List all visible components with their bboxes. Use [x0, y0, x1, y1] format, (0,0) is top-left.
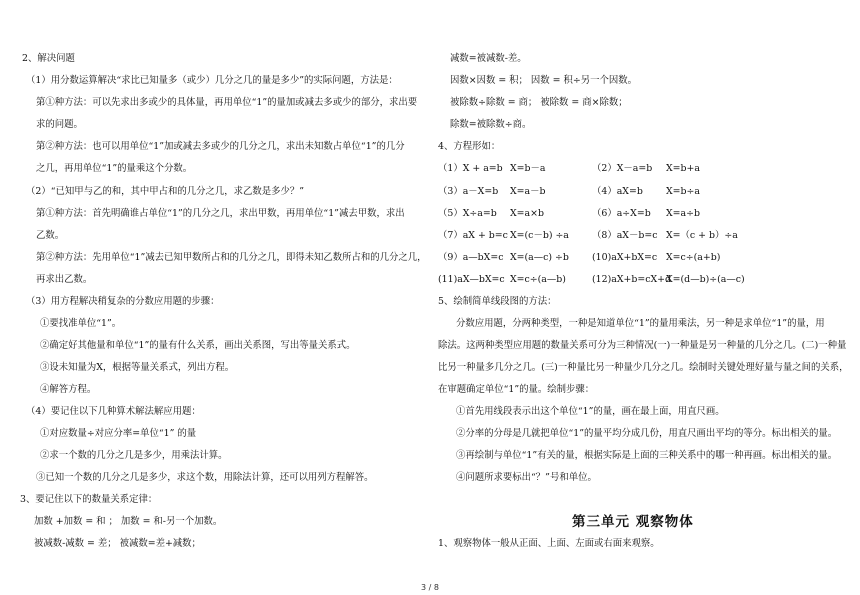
- text-line: ②分率的分母是几就把单位“1”的量平均分成几份，用直尺画出平均的等分。标出相关的量。: [456, 428, 838, 439]
- equation-cell: X=(a—c) ÷b: [510, 252, 569, 263]
- text-line: 之几，再用单位“1”的量乘这个分数。: [36, 163, 193, 174]
- text-line: （4）要记住以下几种算术解法解应用题：: [26, 406, 201, 417]
- text-line: ④问题所求要标出“？”号和单位。: [456, 472, 597, 483]
- text-line: ④解答方程。: [40, 384, 97, 395]
- text-line: ③设未知量为X，根据等量关系式，列出方程。: [40, 362, 235, 373]
- text-line: 分数应用题，分两种类型，一种是知道单位“1”的量用乘法，另一种是求单位“1”的量，用: [456, 318, 825, 329]
- equation-cell: X=b－a: [510, 163, 546, 174]
- text-line: 1、观察物体一般从正面、上面、左面或右面来观察。: [438, 538, 660, 549]
- equation-cell: X=b+a: [666, 163, 700, 174]
- text-line: 再求出乙数。: [36, 274, 93, 285]
- text-line: ①首先用线段表示出这个单位“1”的量，画在最上面，用直尺画。: [456, 406, 725, 417]
- equation-cell: （9）a—bX=c: [438, 252, 504, 263]
- equation-cell: X=a×b: [510, 208, 544, 219]
- equation-cell: X=a÷b: [666, 208, 700, 219]
- equation-cell: （1）X + a=b: [438, 163, 503, 174]
- equation-cell: X=(d—b)÷(a—c): [666, 274, 745, 285]
- equation-cell: （8）aX－b=c: [592, 230, 658, 241]
- equation-cell: (12)aX+b=cX+d: [592, 274, 672, 285]
- text-line: ①要找准单位“1”。: [40, 318, 122, 329]
- text-line: 2、解决问题: [22, 53, 75, 64]
- text-line: 4、方程形如：: [438, 141, 501, 152]
- text-line: 比另一种量多几分之几。(三)一种量比另一种量少几分之几。绘制时关键处理好量与量之间的关系，: [438, 362, 849, 373]
- text-line: 求的问题。: [36, 119, 83, 130]
- text-line: 减数=被减数-差。: [450, 53, 527, 64]
- text-line: 5、绘制简单线段图的方法：: [438, 296, 557, 307]
- equation-cell: X=c÷(a—b): [510, 274, 566, 285]
- text-line: 在审题确定单位“1”的量。绘制步骤：: [438, 384, 595, 395]
- text-line: （3）用方程解决稍复杂的分数应用题的步骤：: [26, 296, 220, 307]
- text-line: 第②种方法：也可以用单位“1”加或减去多或少的几分之几，求出未知数占单位“1”的几分: [36, 141, 405, 152]
- equation-cell: X=c÷(a+b): [666, 252, 721, 263]
- text-line: （2）“已知甲与乙的和，其中甲占和的几分之几，求乙数是多少？”: [26, 186, 305, 197]
- equation-cell: (10)aX+bX=c: [592, 252, 658, 263]
- text-line: 乙数。: [36, 230, 65, 241]
- text-line: 被减数-减数 = 差； 被减数=差+减数；: [34, 538, 201, 549]
- equation-cell: X=(c－b) ÷a: [510, 230, 569, 241]
- equation-cell: X=a－b: [510, 186, 546, 197]
- text-line: （1）用分数运算解决“求比已知量多（或少）几分之几的量是多少”的实际问题，方法是：: [26, 75, 398, 86]
- text-line: 第①种方法：可以先求出多或少的具体量，再用单位“1”的量加或减去多或少的部分，求出要: [36, 97, 418, 108]
- text-line: 加数 +加数 = 和 ； 加数 = 和-另一个加数。: [34, 516, 223, 527]
- page-number: 3 / 8: [421, 583, 439, 592]
- equation-cell: （5）X÷a=b: [438, 208, 497, 219]
- equation-cell: （2）X－a=b: [592, 163, 653, 174]
- equation-cell: X=（c + b）÷a: [666, 230, 738, 241]
- text-line: 除数=被除数÷商。: [450, 119, 532, 130]
- equation-cell: （7）aX + b=c: [438, 230, 508, 241]
- equation-cell: （3）a－X=b: [438, 186, 499, 197]
- text-line: ②求一个数的几分之几是多少，用乘法计算。: [40, 450, 228, 461]
- equation-cell: （6）a÷X=b: [592, 208, 651, 219]
- text-line: 被除数÷除数 = 商； 被除数 = 商×除数；: [450, 97, 628, 108]
- text-line: 第①种方法：首先明确谁占单位“1”的几分之几，求出甲数，再用单位“1”减去甲数，求出: [36, 208, 405, 219]
- equation-cell: X=b÷a: [666, 186, 700, 197]
- text-line: ③已知一个数的几分之几是多少，求这个数，用除法计算，还可以用列方程解答。: [36, 472, 374, 483]
- text-line: 除法。这两种类型应用题的数量关系可分为三种情况(一)一种量是另一种量的几分之几。(二)一种量: [438, 340, 847, 351]
- equation-cell: (11)aX—bX=c: [438, 274, 505, 285]
- text-line: ②确定好其他量和单位“1”的量有什么关系，画出关系图，写出等量关系式。: [40, 340, 356, 351]
- text-line: ③再绘制与单位“1”有关的量，根据实际是上面的三种关系中的哪一种再画。标出相关的量。: [456, 450, 838, 461]
- text-line: 3、要记住以下的数量关系定律：: [20, 494, 158, 505]
- text-line: 因数×因数 = 积； 因数 = 积÷另一个因数。: [450, 75, 637, 86]
- text-line: 第②种方法：先用单位“1”减去已知甲数所占和的几分之几，即得未知乙数所占和的几分之几，: [36, 252, 427, 263]
- equation-cell: （4）aX=b: [592, 186, 643, 197]
- section-title: 第三单元 观察物体: [572, 514, 694, 530]
- text-line: ①对应数量÷对应分率=单位“1” 的量: [40, 428, 197, 439]
